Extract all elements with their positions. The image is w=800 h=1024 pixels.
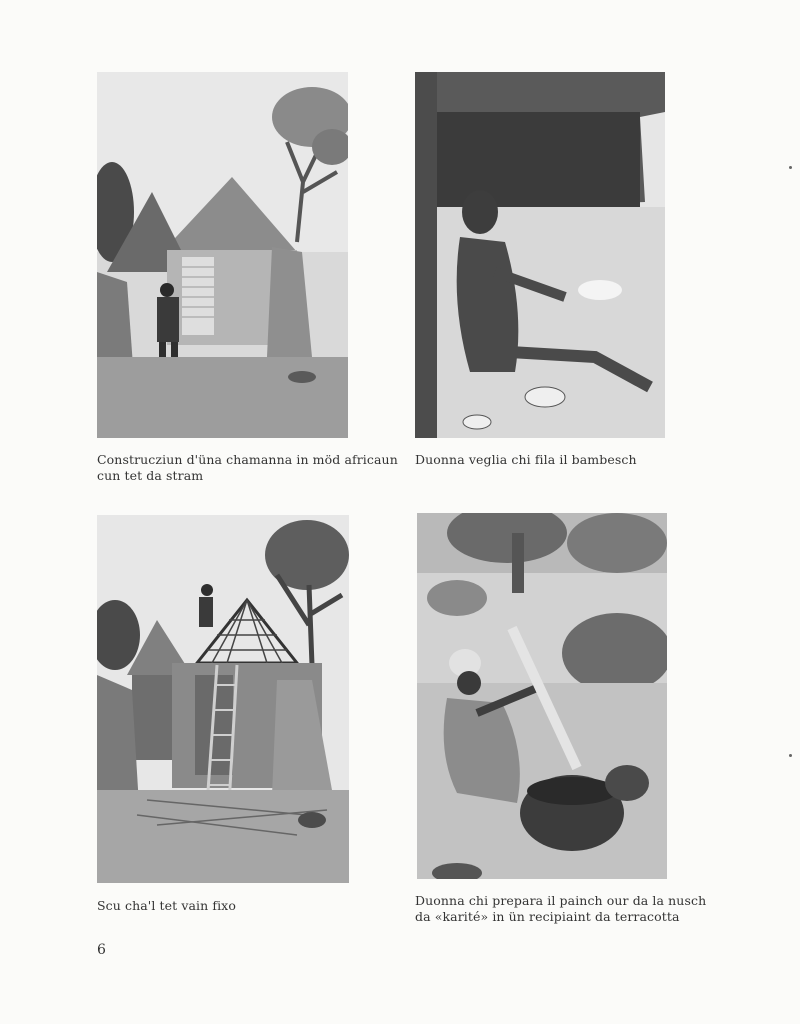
page-number: 6 — [97, 942, 106, 958]
photo-hut-thatched-roof — [97, 72, 348, 438]
photo-woman-preparing-karite — [417, 513, 667, 879]
photo-roof-being-fixed — [97, 515, 349, 883]
caption-photo-1: Construcziun d'üna chamanna in möd africaun cun tet da stram — [97, 452, 398, 483]
margin-speck — [789, 754, 792, 757]
margin-speck — [789, 166, 792, 169]
caption-photo-3: Scu cha'l tet vain fixo — [97, 898, 236, 913]
photo-woman-spinning — [415, 72, 665, 438]
caption-photo-4: Duonna chi prepara il painch our da la nusch da «karité» in ün recipiaint da terracotta — [415, 893, 707, 924]
caption-photo-2: Duonna veglia chi fila il bambesch — [415, 452, 637, 467]
